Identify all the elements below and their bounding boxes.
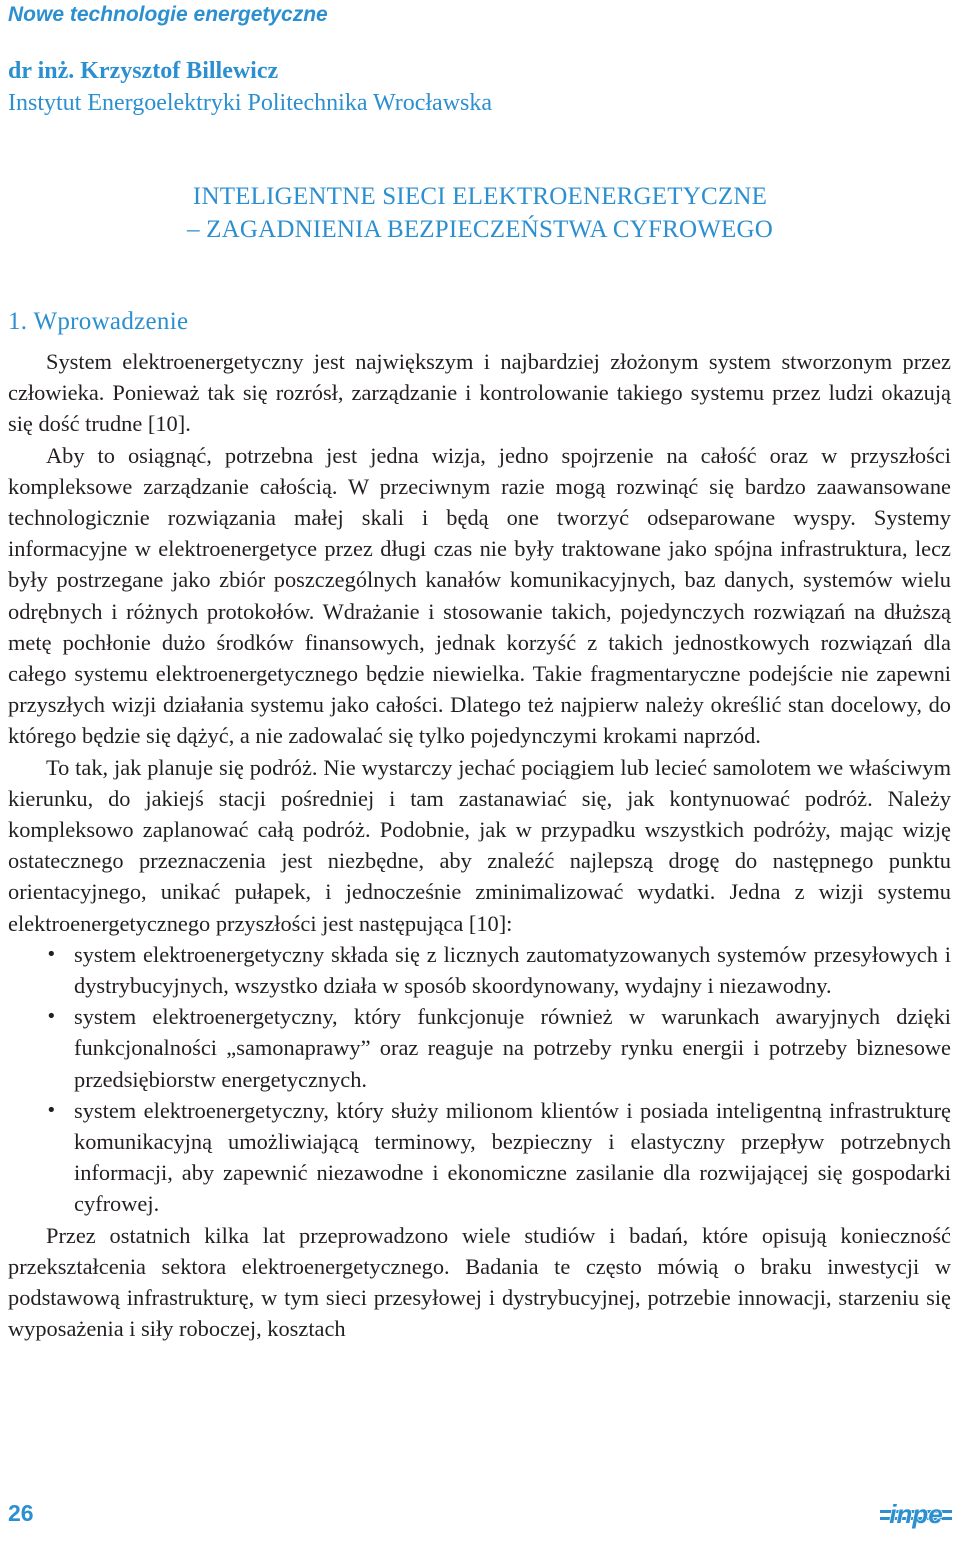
paragraph: Przez ostatnich kilka lat przeprowadzono wiele studiów i badań, które opisują konieczność przekształcenia sektora elektroenergetycznego. Badania te często mówią o braku inwestycji w podstawową infrastrukturę, w tym sieci przesyłowej i dystrybucyjnej, potrzebie innowacji, starzeniu się wyposażenia i siły roboczej, kosztach <box>8 1222 951 1342</box>
article-title-line-1: INTELIGENTNE SIECI ELEKTROENERGETYCZNE <box>192 183 768 210</box>
journal-header: Nowe technologie energetyczne <box>8 3 328 26</box>
list-item <box>8 1095 951 1220</box>
paragraph: To tak, jak planuje się podróż. Nie wystarczy jechać pociągiem lub lecieć samolotem we właściwym kierunku, do jakiejś stacji pośredniej i tam zastanawiać się, jak kontynuować podróż. Należy kompleksowo zaplanować całą podróż. Podobnie, jak w przypadku wszystkich podróży, mając wizję ostatecznego przeznaczenia jest niezbędne, aby znaleźć najlepszą drogę do następnego punktu orientacyjnego, unikać pułapek, i jednocześnie zminimalizować wydatki. Jedna z wizji systemu elektroenergetycznego przyszłości jest następująca [10]: <box>8 754 951 936</box>
paragraph: System elektroenergetyczny jest największym i najbardziej złożonym system stworzonym przez człowieka. Ponieważ tak się rozrósł, zarządzanie i kontrolowanie takiego systemu przez ludzi okazują się dość trudne [10]. <box>8 349 951 437</box>
list-item-text: system elektroenergetyczny składa się z licznych zautomatyzowanych systemów przesyłowych i dystrybucyjnych, wszystko działa w sposób skoordynowany, wydajny i niezawodny. <box>74 941 951 999</box>
list-item-text: system elektroenergetyczny, który służy milionom klientów i posiada inteligentną infrastrukturę komunikacyjną umożliwiającą terminowy, bezpieczny i elastyczny przepływ potrzebnych informacji, aby zapewnić niezawodne i ekonomiczne zasilanie dla rozwijającej się gospodarki cyfrowej. <box>74 1097 951 1217</box>
list-item-text: system elektroenergetyczny, który funkcjonuje również w warunkach awaryjnych dzięki funkcjonalności „samonaprawy” oraz reaguje na potrzeby rynku energii i potrzeby biznesowe przedsiębiorstw energetycznych. <box>74 1004 951 1092</box>
bullet-icon: • <box>46 943 57 965</box>
inpe-logo <box>880 1496 952 1537</box>
bullet-icon: • <box>46 1006 57 1028</box>
bullet-list <box>8 939 951 1220</box>
section-heading: 1. Wprowadzenie <box>8 308 189 335</box>
list-item <box>8 1001 951 1095</box>
logo-text: inpe <box>889 1499 943 1529</box>
paragraph: Aby to osiągnąć, potrzebna jest jedna wizja, jedno spojrzenie na całość oraz w przyszłości kompleksowe zarządzanie całością. W przeciwnym razie mogą rozwinąć się bardzo zaawansowane technologicznie rozwiązania małej skali i będą one tworzyć odseparowane wyspy. Systemy informacyjne w elektroenergetyce przez długi czas nie były traktowane jako spójna infrastruktura, lecz były postrzegane jako zbiór poszczególnych kanałów komunikacyjnych, baz danych, systemów wielu odrębnych i różnych protokołów. Wdrażanie i stosowanie takich, pojedynczych rozwiązań na dłuższą metę pochłonie dużo środków finansowych, jednak korzyść z takich jednostkowych rozwiązań dla całego systemu elektroenergetycznego będzie niewielka. Takie fragmentaryczne podejście nie zapewni przyszłych wizji działania systemu jako całości. Dlatego też najpierw należy określić stan docelowy, do którego będzie się dążyć, a nie zadowalać się tylko pojedynczymi krokami naprzód. <box>8 442 951 749</box>
article-title <box>0 180 960 246</box>
inpe-logo-icon <box>880 1496 952 1532</box>
article-body <box>8 346 951 1345</box>
page-number: 26 <box>8 1500 34 1526</box>
author-institute: Instytut Energoelektryki Politechnika Wrocławska <box>8 90 493 116</box>
bullet-icon: • <box>46 1099 57 1121</box>
author-name: dr inż. Krzysztof Billewicz <box>8 58 279 84</box>
article-title-line-2: – ZAGADNIENIA BEZPIECZEŃSTWA CYFROWEGO <box>186 216 774 243</box>
list-item <box>8 939 951 1001</box>
